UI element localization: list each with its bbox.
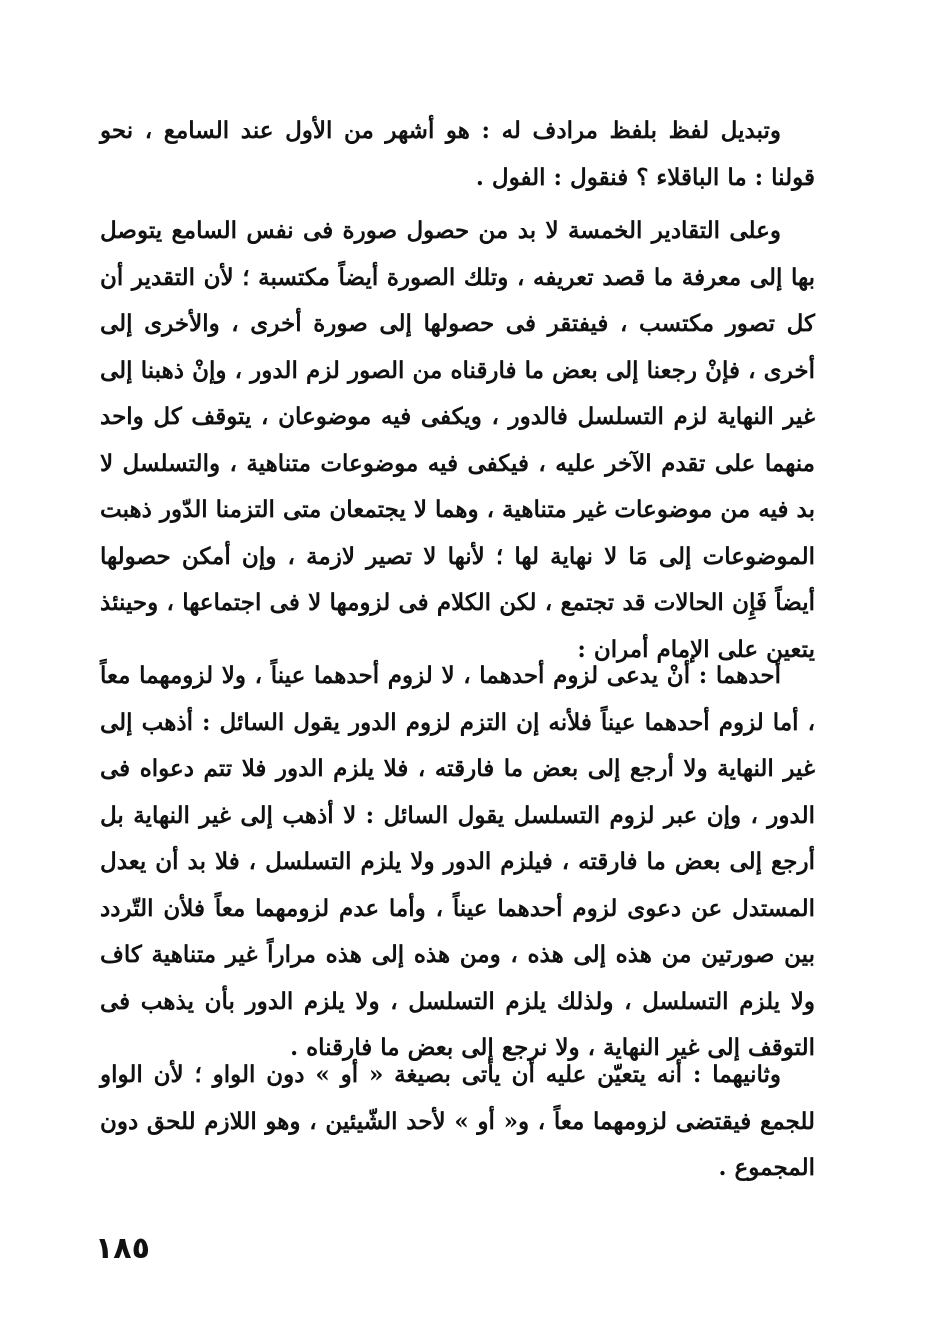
paragraph-substitution: وتبديل لفظ بلفظ مرادف له : هو أشهر من الأول عند السامع ، نحو قولنا : ما الباقلاء ؟ فنقول : الفول . [100,117,815,191]
page-number: ١٨٥ [95,1231,150,1266]
paragraph-first-matter: أحدهما : أنْ يدعى لزوم أحدهما ، لا لزوم أحدهما عيناً ، ولا لزومهما معاً ، أما لزوم أحدهما عيناً فلأنه إن التزم لزوم الدور يقول السائل : أذهب إلى غير النهاية ولا أرجع إلى بعض ما فارقته ، فلا يلزم الدور فلا تتم دعواه فى الدور ، وإن عبر لزوم التسلسل يقول السائل : لا أذهب إلى غير النهاية بل أرجع إلى بعض ما فارقته ، فيلزم الدور ولا يلزم التسلسل ، فلا بد أن يعدل المستدل عن دعوى لزوم أحدهما عيناً ، وأما عدم لزومهما معاً فلأن التّردد بين صورتين من هذه إلى هذه ، ومن هذه إلى هذه مراراً غير متناهية كاف ولا يلزم التسلسل ، ولذلك يلزم التسلسل ، ولا يلزم الدور بأن يذهب فى التوقف إلى غير النهاية ، ولا نرجع إلى بعض ما فارقناه . [100,662,815,1061]
paragraph-five-estimations: وعلى التقادير الخمسة لا بد من حصول صورة فى نفس السامع يتوصل بها إلى معرفة ما قصد تعريفه ، وتلك الصورة أيضاً مكتسبة ؛ لأن التقدير أن كل تصور مكتسب ، فيفتقر فى حصولها إلى صورة أخرى ، والأخرى إلى أخرى ، فإنْ رجعنا إلى بعض ما فارقناه من الصور لزم الدور ، وإنْ ذهبنا إلى غير النهاية لزم التسلسل فالدور ، ويكفى فيه موضوعان ، يتوقف كل واحد منهما على تقدم الآخر عليه ، فيكفى فيه موضوعات متناهية ، والتسلسل لا بد فيه من موضوعات غير متناهية ، وهما لا يجتمعان متى التزمنا الدّور ذهبت الموضوعات إلى مَا لا نهاية لها ؛ لأنها لا تصير لازمة ، وإن أمكن حصولها أيضاً فَإِن الحالات قد تجتمع ، لكن الكلام فى لزومها لا فى اجتماعها ، وحينئذ يتعين على الإمام أمران : [100,217,815,663]
paragraph-second-matter: وثانيهما : أنه يتعيّن عليه أن يأتى بصيغة « أو » دون الواو ؛ لأن الواو للجمع فيقتضى لزومهما معاً ، و« أو » لأحد الشّيئين ، وهو اللازم للحق دون المجموع . [100,1061,815,1181]
